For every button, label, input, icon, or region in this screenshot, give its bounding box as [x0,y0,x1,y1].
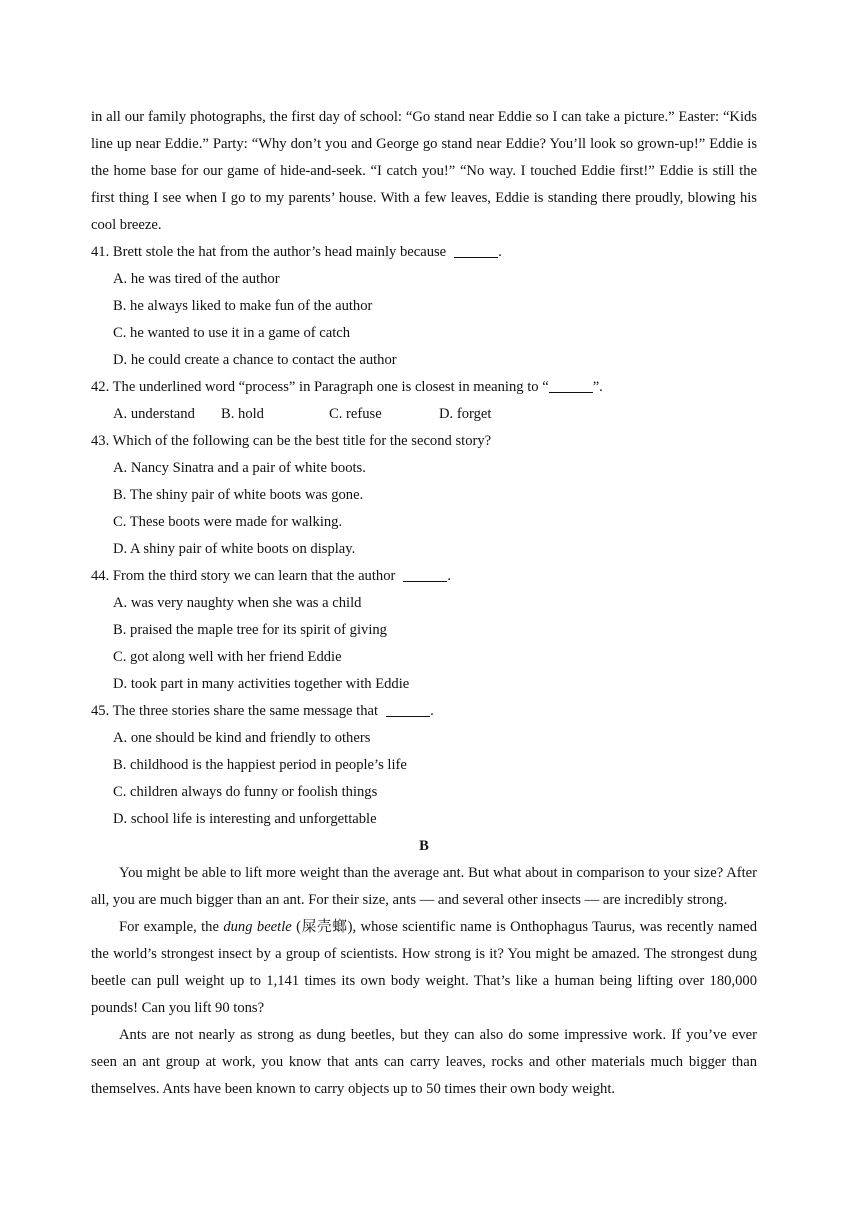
question-44 [91,563,757,590]
option-41-c: C. he wanted to use it in a game of catch [113,325,351,341]
option-45-a: A. one should be kind and friendly to others [113,730,371,746]
option-44-a: A. was very naughty when she was a child [113,595,362,611]
answer-blank [454,243,498,258]
option-42-c: C. refuse [329,406,382,422]
option-44-c: C. got along well with her friend Eddie [113,649,342,665]
section-heading: B [419,838,429,854]
option-43-c: C. These boots were made for walking. [113,514,343,530]
answer-blank [549,378,593,393]
document-page [91,104,757,1103]
option-43-b: B. The shiny pair of white boots was gone. [113,487,364,503]
option-45-c: C. children always do funny or foolish things [113,784,378,800]
options-42 [91,401,757,428]
question-45-stem: 45. The three stories share the same message that [91,703,379,719]
question-41 [91,239,757,266]
option-44-b: B. praised the maple tree for its spirit of giving [113,622,387,638]
question-42-stem: 42. The underlined word “process” in Paragraph one is closest in meaning to “ [91,379,549,395]
option-42-b: B. hold [221,406,264,422]
option-43-a: A. Nancy Sinatra and a pair of white boots. [113,460,366,476]
option-41-d: D. he could create a chance to contact the author [113,352,397,368]
question-41-stem: 41. Brett stole the hat from the author’s head mainly because [91,244,447,260]
option-44-d: D. took part in many activities together with Eddie [113,676,410,692]
option-45-b: B. childhood is the happiest period in people’s life [113,757,407,773]
question-44-end: . [447,568,452,584]
option-45-d: D. school life is interesting and unforgettable [113,811,377,827]
passage-b-paragraph-1: You might be able to lift more weight than the average ant. But what about in comparison to your size? After all, you are much bigger than an ant. For their size, ants — and several other insects — are incredibly strong. [91,865,757,908]
question-41-end: . [498,244,502,260]
option-42-a: A. understand [113,406,195,422]
option-41-b: B. he always liked to make fun of the author [113,298,373,314]
answer-blank [403,567,447,582]
question-42 [91,374,757,401]
intro-paragraph: in all our family photographs, the first day of school: “Go stand near Eddie so I can take a picture.” Easter: “Kids line up near Eddie.” Party: “Why don’t you and George go stand near Eddie? You’ll look so grown-up!” Eddie is the home base for our game of hide-and-seek. “I catch you!” “No way. I touched Eddie first!” Eddie is still the first thing I see when I go to my parents’ house. With a few leaves, Eddie is standing there proudly, blowing his cool breeze. [91,109,757,233]
option-41-a: A. he was tired of the author [113,271,280,287]
paragraph-2-before: For example, the [119,919,224,935]
question-43: 43. Which of the following can be the best title for the second story? [91,433,492,449]
paragraph-2-after: (屎壳螂), whose scientific name is Onthophagus Taurus, was recently named the world’s strongest insect by a group of scientists. How strong is it? You might be amazed. The strongest dung beetle can pull weight up to 1,141 times its own body weight. That’s like a human being lifting over 180,000 pounds! Can you lift 90 tons? [91,919,757,1016]
dung-beetle-term: dung beetle [223,919,292,935]
option-43-d: D. A shiny pair of white boots on display. [113,541,356,557]
option-42-d: D. forget [439,406,492,422]
answer-blank [386,702,430,717]
question-44-stem: 44. From the third story we can learn that the author [91,568,396,584]
passage-b-paragraph-2 [91,914,757,1022]
passage-b-paragraph-3: Ants are not nearly as strong as dung beetles, but they can also do some impressive work. If you’ve ever seen an ant group at work, you know that ants can carry leaves, rocks and other materials much bigger than themselves. Ants have been known to carry objects up to 50 times their own body weight. [91,1027,757,1097]
question-45 [91,698,757,725]
question-45-end: . [430,703,434,719]
question-42-end: ”. [592,379,603,395]
